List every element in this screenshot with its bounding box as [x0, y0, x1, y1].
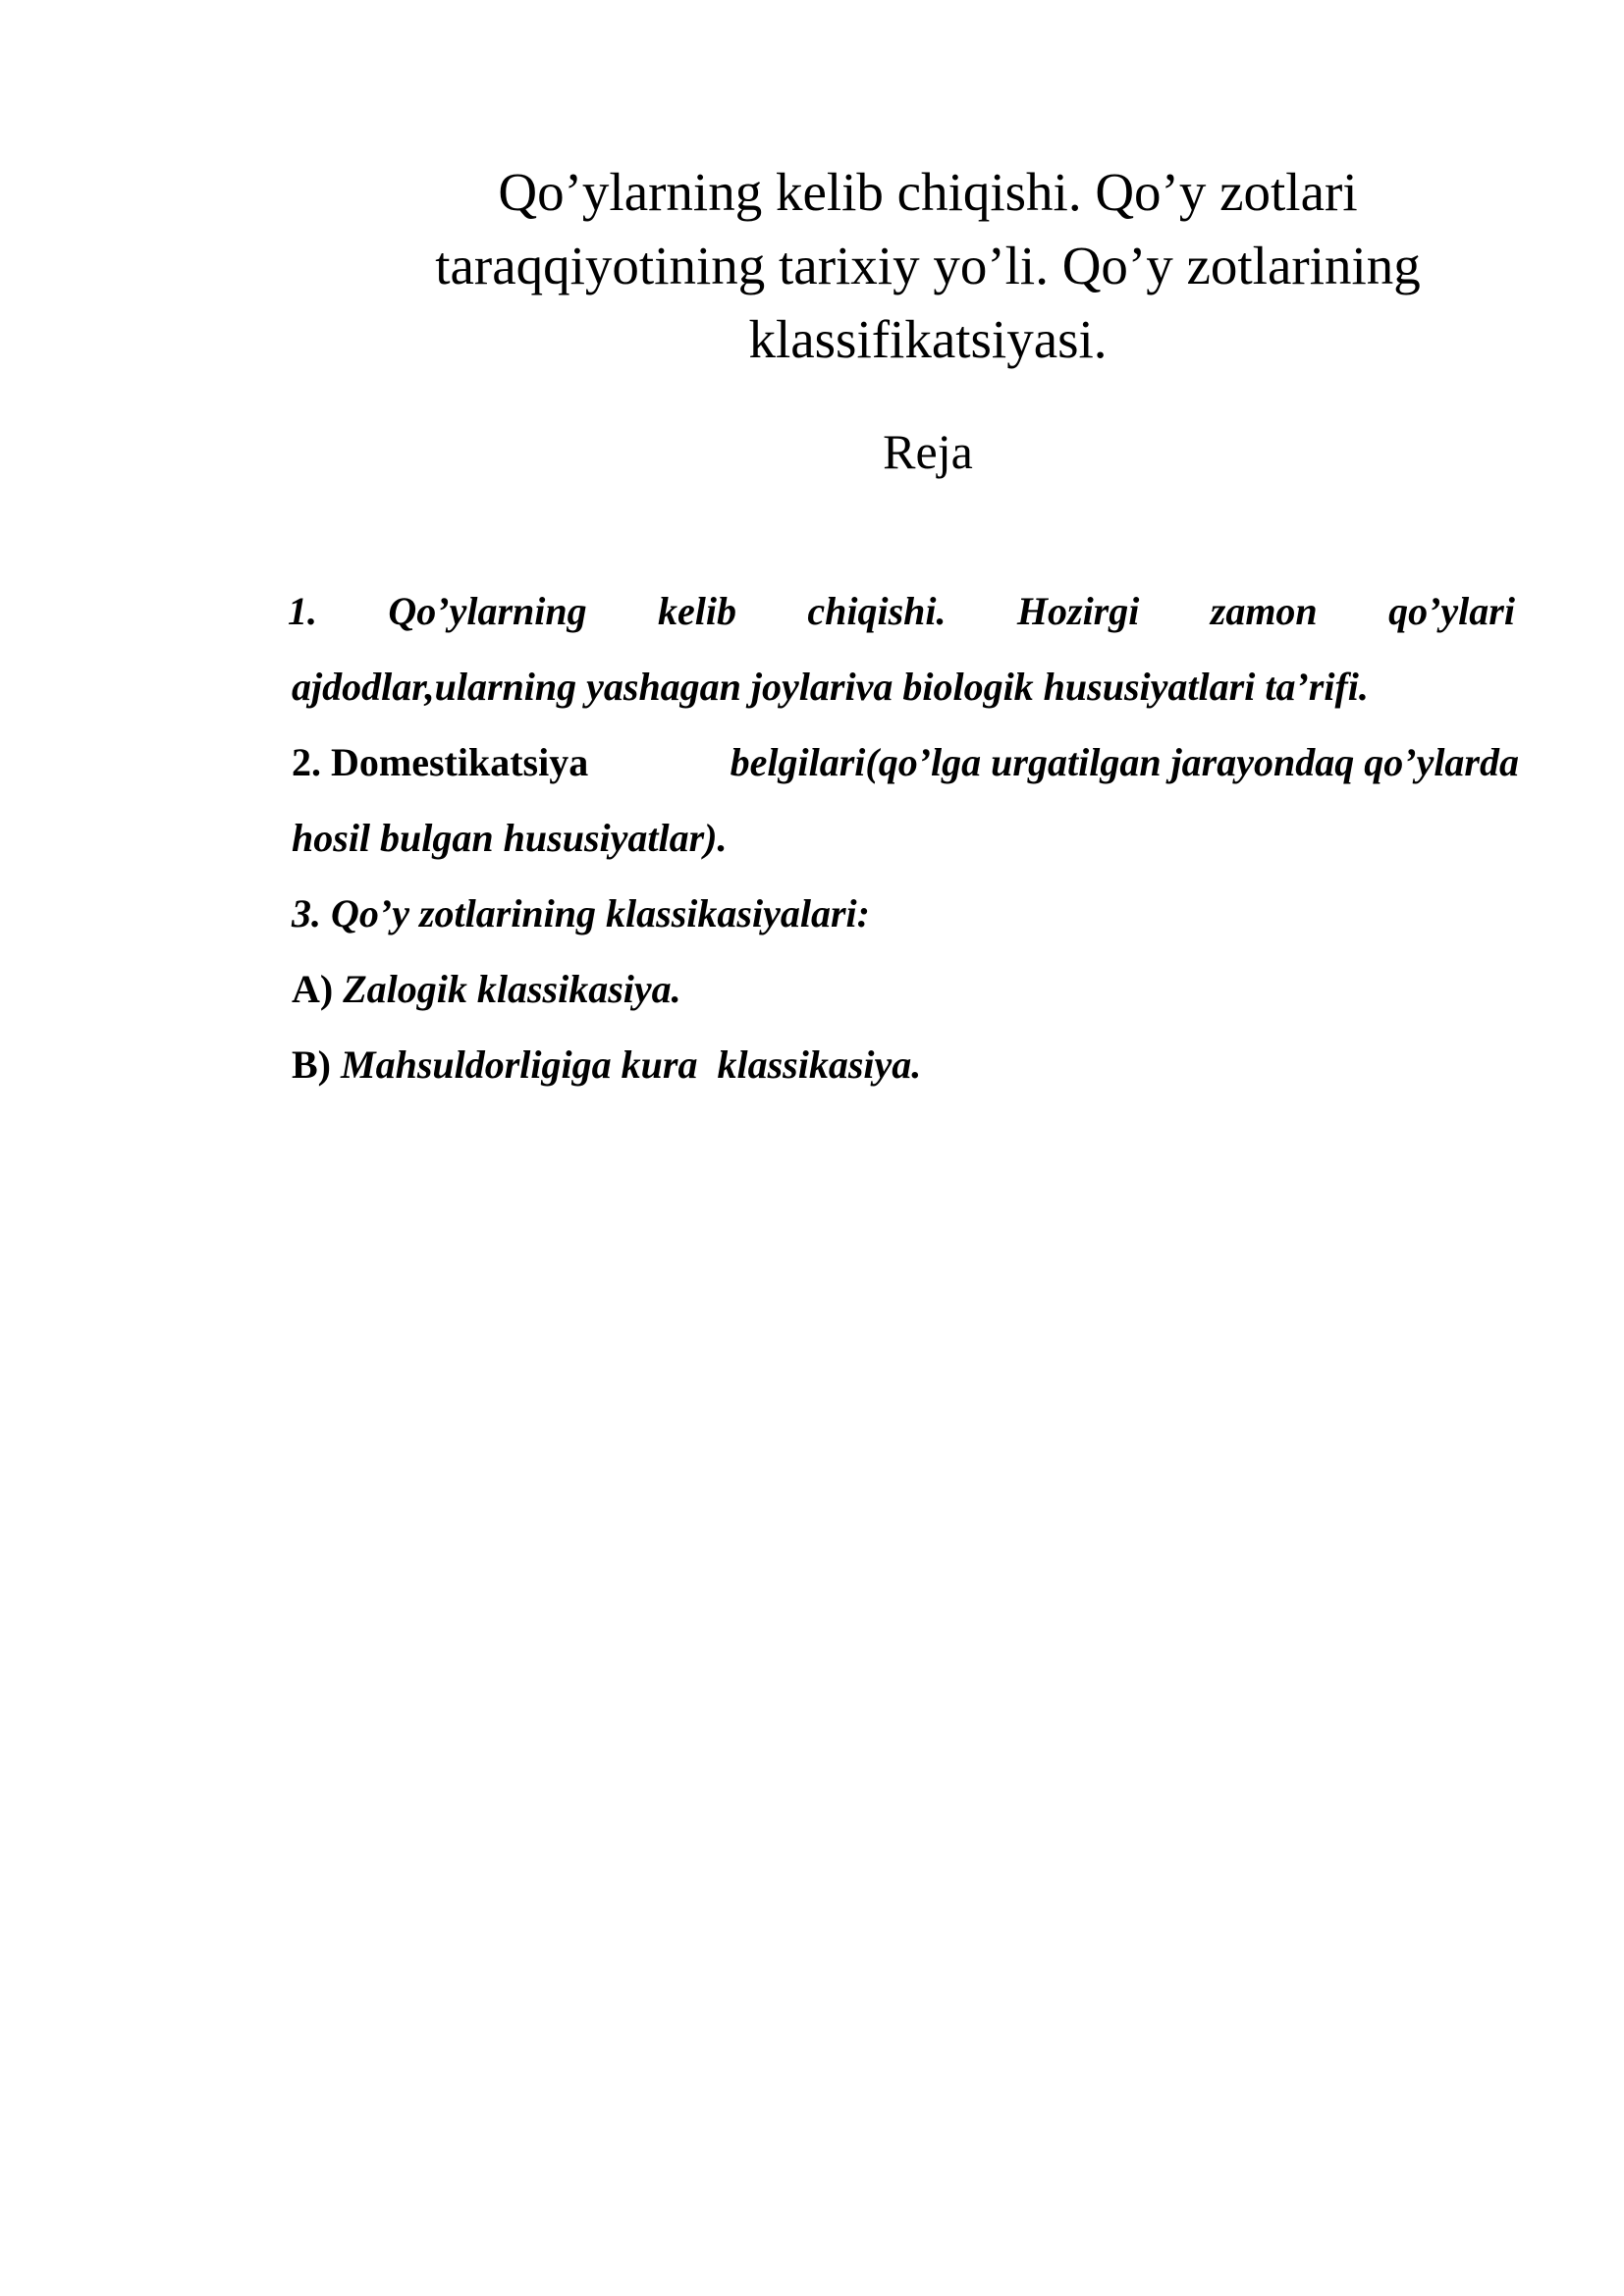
plan-item-1-word: qo’ylari — [1388, 589, 1515, 633]
document-title — [295, 155, 1561, 376]
plan-item-1-line-2: ajdodlar,ularning yashagan joylariva biologik hususiyatlari ta’rifi. — [292, 665, 1369, 709]
plan-item-2-lead — [292, 724, 588, 800]
plan-heading: Reja — [883, 424, 973, 479]
plan-item-3: 3. Qo’y zotlarining klassikasiyalari: — [292, 891, 870, 935]
plan-item-2-upright-text: Domestikatsiya — [331, 740, 589, 784]
plan-item-1-number: 1. — [288, 589, 317, 633]
plan-item-2-number: 2. — [292, 740, 321, 784]
plan-item-b-text: Mahsuldorligiga kura klassikasiya. — [341, 1042, 922, 1087]
plan-item-a-text: Zalogik klassikasiya. — [343, 967, 681, 1011]
plan-item-2-italic-text: belgilari(qo’lga urgatilgan jarayondaq qo’ylarda — [730, 740, 1519, 784]
plan-item-1-word: Hozirgi — [1016, 589, 1140, 633]
plan-list — [288, 573, 1519, 1102]
title-line-3: klassifikatsiyasi. — [748, 309, 1108, 369]
plan-item-2-line-1 — [288, 724, 1519, 800]
plan-item-a-marker: A) — [292, 967, 334, 1011]
title-line-1: Qo’ylarning kelib chiqishi. Qo’y zotlari — [498, 162, 1358, 222]
plan-item-1-line-1 — [288, 573, 1515, 649]
plan-item-1-word: kelib — [658, 589, 736, 633]
title-line-2: taraqqiyotining tarixiy yo’li. Qo’y zotlarining — [435, 236, 1421, 295]
plan-item-b — [288, 1027, 1515, 1102]
plan-item-1-word: zamon — [1210, 589, 1318, 633]
plan-item-a — [288, 951, 1515, 1027]
plan-item-b-marker: B) — [292, 1042, 331, 1087]
plan-item-1-word: Qo’ylarning — [388, 589, 587, 633]
plan-item-1-word: chiqishi. — [807, 589, 947, 633]
plan-item-2-line-2: hosil bulgan hususiyatlar). — [292, 816, 728, 860]
